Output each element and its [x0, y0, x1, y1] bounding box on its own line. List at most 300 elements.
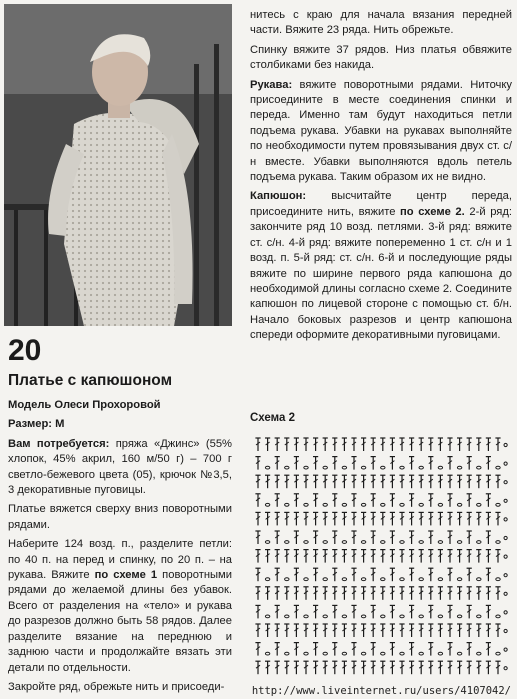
stitch-symbol	[467, 531, 472, 544]
stitch-symbol	[285, 652, 289, 655]
stitch-symbol	[409, 661, 414, 674]
stitch-symbol	[409, 568, 414, 581]
stitch-symbol	[323, 652, 327, 655]
stitch-symbol	[294, 661, 299, 674]
stitch-symbol	[477, 578, 481, 581]
stitch-symbol	[476, 587, 481, 600]
stitch-symbol	[275, 605, 280, 618]
stitch-symbol	[284, 661, 289, 674]
stitch-symbol	[409, 531, 414, 544]
stitch-symbol	[313, 643, 318, 656]
stitch-symbol	[255, 661, 260, 674]
stitch-symbol	[265, 661, 270, 674]
stitch-symbol	[419, 503, 423, 506]
stitch-symbol	[419, 475, 424, 488]
hood-text-a: высчитайте центр переда, присоедините нить, вяжите	[250, 190, 512, 218]
stitch-symbol	[390, 531, 395, 544]
stitch-symbol	[332, 605, 337, 618]
stitch-symbol	[428, 568, 433, 581]
scheme1-ref: по схеме 1	[94, 569, 158, 582]
stitch-symbol	[486, 568, 491, 581]
stitch-symbol	[294, 512, 299, 525]
model-photo	[4, 4, 232, 326]
stitch-symbol	[419, 587, 424, 600]
stitch-symbol	[476, 550, 481, 563]
stitch-symbol	[390, 512, 395, 525]
stitch-symbol	[294, 494, 299, 507]
stitch-symbol	[323, 541, 327, 544]
stitch-symbol	[304, 541, 308, 544]
stitch-symbol	[438, 578, 442, 581]
stitch-symbol	[467, 475, 472, 488]
stitch-symbol	[428, 494, 433, 507]
stitch-symbol	[255, 624, 260, 637]
stitch-symbol	[265, 624, 270, 637]
scheme2-ref: по схеме 2.	[400, 205, 465, 218]
stitch-symbol	[409, 624, 414, 637]
stitch-symbol	[467, 643, 472, 656]
stitch-symbol	[265, 438, 270, 451]
stitch-symbol	[284, 550, 289, 563]
stitch-symbol	[275, 475, 280, 488]
stitch-symbol	[351, 661, 356, 674]
stitch-symbol	[419, 578, 423, 581]
turning-chain-symbol	[504, 555, 507, 558]
turning-chain-symbol	[504, 536, 507, 539]
stitch-symbol	[409, 475, 414, 488]
stitch-symbol	[428, 587, 433, 600]
stitch-symbol	[381, 541, 385, 544]
stitch-symbol	[323, 475, 328, 488]
stitch-symbol	[323, 503, 327, 506]
stitch-symbol	[323, 466, 327, 469]
stitch-symbol	[390, 568, 395, 581]
stitch-symbol	[477, 466, 481, 469]
stitch-symbol	[361, 466, 365, 469]
stitch-symbol	[380, 661, 385, 674]
stitch-symbol	[342, 661, 347, 674]
turning-chain-symbol	[504, 648, 507, 651]
hood-text-b: 2-й ряд: закончите ряд 10 возд. петлями. 3-й ряд: вяжите ст. с/н. 4-й ряд: вяжите попеременно 1 ст. с/н и 1 возд. п. 5-й ряд: ст. с/н. 6-й и последующие ряды вяжите по ширине первого ряда капюшона до необходимой длины согласно схеме 2. Соедините капюшон по лицевой стороне с помощью ст. б/н. Начало боковых разрезов и центр капюшона спереди оформите декоративными пуговицами.	[250, 205, 512, 342]
stitch-symbol	[380, 624, 385, 637]
model-author: Модель Олеси Прохоровой	[8, 399, 161, 411]
stitch-symbol	[351, 624, 356, 637]
stitch-symbol	[323, 587, 328, 600]
stitch-symbol	[409, 512, 414, 525]
stitch-symbol	[457, 550, 462, 563]
stitch-symbol	[313, 605, 318, 618]
turning-chain-symbol	[504, 499, 507, 502]
stitch-symbol	[486, 512, 491, 525]
stitch-symbol	[390, 661, 395, 674]
stitch-symbol	[400, 652, 404, 655]
stitch-symbol	[447, 568, 452, 581]
stitch-symbol	[477, 652, 481, 655]
stitch-symbol	[428, 438, 433, 451]
stitch-symbol	[371, 475, 376, 488]
stitch-symbol	[447, 512, 452, 525]
stitch-symbol	[390, 643, 395, 656]
stitch-symbol	[380, 438, 385, 451]
stitch-symbol	[486, 475, 491, 488]
turning-chain-symbol	[504, 518, 507, 521]
stitch-symbol	[447, 550, 452, 563]
stitch-symbol	[275, 531, 280, 544]
stitch-symbol	[428, 624, 433, 637]
stitch-symbol	[371, 643, 376, 656]
stitch-symbol	[476, 475, 481, 488]
stitch-symbol	[447, 457, 452, 470]
stitch-symbol	[371, 457, 376, 470]
stitch-symbol	[438, 624, 443, 637]
stitch-symbol	[381, 615, 385, 618]
stitch-symbol	[313, 457, 318, 470]
right-column	[250, 8, 512, 348]
stitch-symbol	[476, 624, 481, 637]
stitch-symbol	[323, 578, 327, 581]
stitch-symbol	[294, 475, 299, 488]
turning-chain-symbol	[504, 629, 507, 632]
stitch-symbol	[381, 578, 385, 581]
stitch-symbol	[447, 587, 452, 600]
stitch-symbol	[428, 661, 433, 674]
stitch-symbol	[371, 512, 376, 525]
stitch-symbol	[457, 587, 462, 600]
stitch-symbol	[284, 438, 289, 451]
stitch-symbol	[390, 438, 395, 451]
stitch-symbol	[342, 578, 346, 581]
materials-label: Вам потребуется:	[8, 437, 110, 450]
stitch-symbol	[399, 438, 404, 451]
stitch-symbol	[361, 503, 365, 506]
stitch-symbol	[486, 531, 491, 544]
stitch-symbol	[332, 531, 337, 544]
size-label: Размер:	[8, 418, 53, 431]
turning-chain-symbol	[504, 462, 507, 465]
stitch-symbol	[351, 494, 356, 507]
stitch-symbol	[351, 643, 356, 656]
stitch-symbol	[390, 587, 395, 600]
stitch-symbol	[486, 643, 491, 656]
turning-chain-symbol	[504, 611, 507, 614]
stitch-symbol	[371, 605, 376, 618]
stitch-symbol	[447, 605, 452, 618]
body-text-b: поворотными рядами до желаемой длины без убавок. Всего от разделения на «тело» и рукава до разрезов должно быть 58 рядов. Далее разделите вязание на переднюю и заднюю части и продолжайте вязать эти детали по отдельности.	[8, 569, 232, 674]
materials-text: пряжа «Джинс» (55% хлопок, 45% акрил, 160 м/50 г) – 700 г светло-бежевого цвета (05), крючок №3,5, 3 декоративные пуговицы.	[8, 437, 232, 497]
stitch-symbol	[313, 624, 318, 637]
stitch-symbol	[294, 550, 299, 563]
stitch-symbol	[275, 643, 280, 656]
stitch-symbol	[399, 512, 404, 525]
stitch-symbol	[438, 652, 442, 655]
stitch-symbol	[457, 512, 462, 525]
stitch-symbol	[457, 652, 461, 655]
stitch-symbol	[495, 624, 500, 637]
stitch-symbol	[496, 615, 500, 618]
crochet-scheme-diagram	[250, 432, 512, 680]
stitch-symbol	[255, 568, 260, 581]
stitch-symbol	[457, 475, 462, 488]
stitch-symbol	[255, 587, 260, 600]
body-text-a: Наберите 124 возд. п., разделите петли: по 40 п. на перед и спинку, по 20 п. – на рукава. Вяжите	[8, 538, 232, 582]
stitch-symbol	[457, 615, 461, 618]
stitch-symbol	[428, 512, 433, 525]
pattern-number: 20	[8, 334, 42, 367]
size-line	[8, 417, 232, 432]
stitch-symbol	[400, 578, 404, 581]
stitch-symbol	[285, 466, 289, 469]
stitch-symbol	[275, 494, 280, 507]
stitch-symbol	[496, 541, 500, 544]
stitch-symbol	[351, 605, 356, 618]
stitch-symbol	[294, 624, 299, 637]
stitch-symbol	[332, 587, 337, 600]
stitch-symbol	[447, 624, 452, 637]
stitch-symbol	[303, 587, 308, 600]
stitch-symbol	[332, 624, 337, 637]
stitch-symbol	[390, 457, 395, 470]
stitch-symbol	[409, 643, 414, 656]
sleeves-paragraph	[250, 78, 512, 186]
scheme-title: Схема 2	[250, 412, 296, 424]
stitch-symbol	[371, 661, 376, 674]
stitch-symbol	[284, 587, 289, 600]
stitch-symbol	[255, 605, 260, 618]
stitch-symbol	[419, 466, 423, 469]
stitch-symbol	[477, 541, 481, 544]
stitch-symbol	[457, 624, 462, 637]
stitch-symbol	[332, 494, 337, 507]
stitch-symbol	[371, 438, 376, 451]
stitch-symbol	[486, 587, 491, 600]
stitch-symbol	[361, 661, 366, 674]
stitch-symbol	[428, 457, 433, 470]
stitch-symbol	[285, 615, 289, 618]
stitch-symbol	[361, 587, 366, 600]
stitch-symbol	[457, 503, 461, 506]
stitch-symbol	[303, 624, 308, 637]
stitch-symbol	[265, 541, 269, 544]
stitch-symbol	[323, 615, 327, 618]
stitch-symbol	[495, 661, 500, 674]
stitch-symbol	[447, 643, 452, 656]
stitch-symbol	[284, 512, 289, 525]
back-paragraph: Спинку вяжите 37 рядов. Низ платья обвяжите столбиками без накида.	[250, 43, 512, 72]
stitch-symbol	[265, 578, 269, 581]
stitch-symbol	[255, 643, 260, 656]
stitch-symbol	[285, 578, 289, 581]
stitch-symbol	[265, 615, 269, 618]
stitch-symbol	[399, 661, 404, 674]
stitch-symbol	[447, 531, 452, 544]
hood-label: Капюшон:	[250, 190, 307, 203]
stitch-symbol	[467, 438, 472, 451]
stitch-symbol	[361, 512, 366, 525]
stitch-symbol	[323, 550, 328, 563]
stitch-symbol	[303, 512, 308, 525]
stitch-symbol	[284, 475, 289, 488]
closing-paragraph: Закройте ряд, обрежьте нить и присоеди-	[8, 680, 225, 693]
stitch-symbol	[380, 475, 385, 488]
stitch-symbol	[400, 615, 404, 618]
stitch-symbol	[457, 661, 462, 674]
stitch-symbol	[313, 512, 318, 525]
stitch-symbol	[332, 512, 337, 525]
stitch-symbol	[255, 438, 260, 451]
stitch-symbol	[495, 587, 500, 600]
crochet-symbol-grid	[250, 432, 512, 680]
stitch-symbol	[467, 512, 472, 525]
hood-paragraph	[250, 189, 512, 343]
stitch-symbol	[476, 438, 481, 451]
stitch-symbol	[303, 661, 308, 674]
turning-chain-symbol	[504, 592, 507, 595]
stitch-symbol	[275, 438, 280, 451]
stitch-symbol	[419, 661, 424, 674]
stitch-symbol	[342, 541, 346, 544]
stitch-symbol	[400, 503, 404, 506]
stitch-symbol	[285, 503, 289, 506]
stitch-symbol	[332, 438, 337, 451]
stitch-symbol	[294, 643, 299, 656]
stitch-symbol	[390, 605, 395, 618]
stitch-symbol	[438, 587, 443, 600]
stitch-symbol	[447, 494, 452, 507]
stitch-symbol	[486, 494, 491, 507]
stitch-symbol	[255, 531, 260, 544]
stitch-symbol	[419, 615, 423, 618]
body-paragraph	[8, 537, 232, 676]
stitch-symbol	[285, 541, 289, 544]
stitch-symbol	[323, 661, 328, 674]
stitch-symbol	[457, 541, 461, 544]
stitch-symbol	[438, 438, 443, 451]
sleeves-label: Рукава:	[250, 78, 293, 91]
stitch-symbol	[351, 550, 356, 563]
stitch-symbol	[371, 494, 376, 507]
stitch-symbol	[332, 661, 337, 674]
stitch-symbol	[419, 550, 424, 563]
stitch-symbol	[323, 512, 328, 525]
stitch-symbol	[351, 457, 356, 470]
stitch-symbol	[332, 475, 337, 488]
stitch-symbol	[275, 661, 280, 674]
stitch-symbol	[255, 457, 260, 470]
stitch-symbol	[390, 624, 395, 637]
stitch-symbol	[477, 615, 481, 618]
stitch-symbol	[284, 624, 289, 637]
stitch-symbol	[486, 624, 491, 637]
stitch-symbol	[467, 624, 472, 637]
stitch-symbol	[381, 466, 385, 469]
pattern-title: Платье с капюшоном	[8, 372, 173, 389]
stitch-symbol	[486, 605, 491, 618]
stitch-symbol	[486, 438, 491, 451]
stitch-symbol	[495, 550, 500, 563]
stitch-symbol	[265, 587, 270, 600]
stitch-symbol	[467, 605, 472, 618]
stitch-symbol	[351, 568, 356, 581]
stitch-symbol	[438, 466, 442, 469]
stitch-symbol	[342, 624, 347, 637]
stitch-symbol	[457, 578, 461, 581]
stitch-symbol	[294, 438, 299, 451]
stitch-symbol	[371, 587, 376, 600]
stitch-symbol	[342, 512, 347, 525]
stitch-symbol	[477, 503, 481, 506]
stitch-symbol	[255, 494, 260, 507]
stitch-symbol	[342, 475, 347, 488]
stitch-symbol	[371, 624, 376, 637]
stitch-symbol	[467, 568, 472, 581]
stitch-symbol	[495, 438, 500, 451]
stitch-symbol	[255, 512, 260, 525]
stitch-symbol	[361, 624, 366, 637]
stitch-symbol	[476, 661, 481, 674]
stitch-symbol	[313, 550, 318, 563]
stitch-symbol	[495, 512, 500, 525]
stitch-symbol	[294, 531, 299, 544]
stitch-symbol	[419, 624, 424, 637]
stitch-symbol	[381, 652, 385, 655]
stitch-symbol	[303, 438, 308, 451]
stitch-symbol	[457, 438, 462, 451]
stitch-symbol	[275, 587, 280, 600]
stitch-symbol	[496, 652, 500, 655]
stitch-symbol	[428, 605, 433, 618]
stitch-symbol	[381, 503, 385, 506]
stitch-symbol	[496, 578, 500, 581]
stitch-symbol	[380, 550, 385, 563]
stitch-symbol	[476, 512, 481, 525]
stitch-symbol	[486, 457, 491, 470]
stitch-symbol	[294, 605, 299, 618]
stitch-symbol	[313, 494, 318, 507]
stitch-symbol	[342, 652, 346, 655]
stitch-symbol	[428, 531, 433, 544]
stitch-symbol	[390, 475, 395, 488]
front-paragraph: нитесь с краю для начала вязания передней части. Вяжите 23 ряда. Нить обрежьте.	[250, 9, 512, 37]
stitch-symbol	[428, 643, 433, 656]
stitch-symbol	[390, 494, 395, 507]
stitch-symbol	[294, 568, 299, 581]
materials-paragraph	[8, 437, 232, 499]
stitch-symbol	[304, 652, 308, 655]
stitch-symbol	[303, 475, 308, 488]
stitch-symbol	[371, 531, 376, 544]
stitch-symbol	[467, 494, 472, 507]
stitch-symbol	[400, 466, 404, 469]
stitch-symbol	[399, 475, 404, 488]
stitch-symbol	[419, 438, 424, 451]
stitch-symbol	[265, 652, 269, 655]
stitch-symbol	[361, 550, 366, 563]
stitch-symbol	[351, 531, 356, 544]
stitch-symbol	[409, 457, 414, 470]
stitch-symbol	[304, 615, 308, 618]
stitch-symbol	[304, 503, 308, 506]
stitch-symbol	[361, 475, 366, 488]
turning-chain-symbol	[504, 481, 507, 484]
stitch-symbol	[380, 587, 385, 600]
stitch-symbol	[409, 438, 414, 451]
stitch-symbol	[390, 550, 395, 563]
stitch-symbol	[447, 475, 452, 488]
size-value: М	[55, 418, 65, 431]
stitch-symbol	[323, 624, 328, 637]
stitch-symbol	[361, 578, 365, 581]
stitch-symbol	[438, 512, 443, 525]
